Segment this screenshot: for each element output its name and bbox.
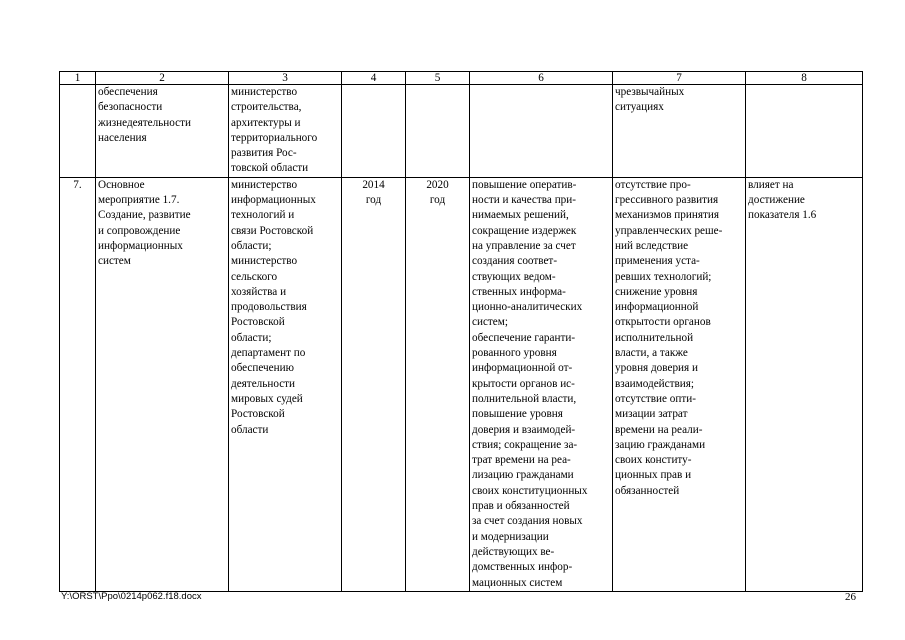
indicator-link-cell (746, 85, 863, 178)
cell-text-line: отсутствие опти- (615, 392, 696, 405)
row-number-cell (60, 177, 96, 591)
end-date-cell (406, 177, 470, 591)
cell-text-line: домственных инфор- (472, 561, 573, 574)
cell-text-line: области; (231, 331, 272, 344)
cell-text-line: достижение (748, 194, 805, 207)
cell-text-line: области (231, 423, 269, 436)
cell-text-line: прав и обязанностей (472, 500, 570, 513)
cell-text-line: своих конститу- (615, 454, 692, 467)
cell-text-line: ционно-аналитических (472, 301, 583, 314)
cell-text-line: министерство (231, 86, 298, 98)
cell-text-line: архитектуры и (231, 116, 301, 129)
executor-cell (229, 177, 342, 591)
cell-text-line: деятельности (231, 377, 296, 390)
cell-text-line: уровня доверия и (615, 362, 698, 375)
measure-name-cell (96, 177, 229, 591)
cell-text-line: связи Ростовской (231, 224, 314, 237)
cell-text-line: нимаемых решений, (472, 209, 569, 222)
cell-text-line: 7. (73, 178, 82, 191)
cell-text-line: год (365, 194, 382, 207)
cell-text-line: безопасности (98, 101, 163, 114)
cell-text-line: повышение уровня (472, 408, 563, 421)
cell-text-line: исполнительной (615, 331, 694, 344)
column-number: 7 (613, 72, 746, 85)
cell-text-line: полнительной власти, (472, 392, 577, 405)
cell-text-line: технологий и (231, 209, 295, 222)
cell-text-line: ности и качества при- (472, 194, 576, 207)
column-number: 6 (470, 72, 613, 85)
cell-text-line: действующих ве- (472, 545, 555, 558)
cell-text-line: министерство (231, 255, 298, 268)
cell-text-line: продовольствия (231, 301, 307, 314)
cell-text-line: снижение уровня (615, 285, 698, 298)
cell-text-line: управленческих реше- (615, 224, 723, 237)
start-date-cell (342, 85, 406, 178)
cell-text-line: ственных информа- (472, 285, 566, 298)
consequences-cell (613, 85, 746, 178)
cell-text-line: хозяйства и (231, 285, 287, 298)
column-number: 5 (406, 72, 470, 85)
cell-text-line: открытости органов (615, 316, 711, 329)
cell-text-line: ствующих ведом- (472, 270, 556, 283)
cell-text-line: товской области (231, 162, 309, 175)
cell-text-line: мизации затрат (615, 408, 688, 421)
table-row (60, 85, 863, 178)
cell-text-line: жизнедеятельности (98, 116, 191, 129)
cell-text-line: и модернизации (472, 530, 549, 543)
cell-text-line: ствия; сокращение за- (472, 438, 578, 451)
cell-text-line: повышение оператив- (472, 178, 577, 191)
cell-text-line: информационных (231, 194, 316, 207)
expected-result-cell (470, 85, 613, 178)
cell-text-line: крытости органов ис- (472, 377, 575, 390)
cell-text-line: обеспечение гаранти- (472, 331, 576, 344)
end-date-cell (406, 85, 470, 178)
cell-text-line: сельского (231, 270, 278, 283)
cell-text-line: Создание, развитие (98, 209, 191, 222)
cell-text-line: взаимодействия; (615, 377, 695, 390)
file-path: Y:\ORST\Ppo\0214p062.f18.docx (61, 591, 202, 602)
cell-text-line: влияет на (748, 178, 794, 191)
cell-text-line: населения (98, 131, 147, 144)
cell-text-line: чрезвычайных (615, 86, 685, 98)
cell-text-line: систем; (472, 316, 508, 329)
cell-text-line: Ростовской (231, 316, 285, 329)
cell-text-line: показателя 1.6 (748, 209, 817, 222)
cell-text-line: строительства, (231, 101, 302, 114)
consequences-cell (613, 177, 746, 591)
cell-text-line: ний вследствие (615, 239, 689, 252)
page-number: 26 (845, 591, 856, 603)
cell-text-line: создания соответ- (472, 255, 558, 268)
cell-text-line: механизмов принятия (615, 209, 720, 222)
cell-text-line: сокращение издержек (472, 224, 577, 237)
cell-text-line: мационных систем (472, 576, 563, 589)
cell-text-line: доверия и взаимодей- (472, 423, 576, 436)
cell-text-line: департамент по (231, 347, 306, 360)
table-row (60, 177, 863, 591)
cell-text-line: министерство (231, 178, 298, 191)
cell-text-line: на управление за счет (472, 239, 576, 252)
cell-text-line: отсутствие про- (615, 178, 691, 191)
cell-text-line: времени на реали- (615, 423, 703, 436)
column-number: 3 (229, 72, 342, 85)
cell-text-line: мероприятие 1.7. (98, 194, 180, 207)
cell-text-line: год (429, 194, 446, 207)
cell-text-line: Ростовской (231, 408, 285, 421)
cell-text-line: ревших технологий; (615, 270, 712, 283)
cell-text-line: зацию гражданами (615, 438, 706, 451)
cell-text-line: обеспечению (231, 362, 294, 375)
cell-text-line: рованного уровня (472, 347, 557, 360)
cell-text-line: развития Рос- (231, 147, 297, 160)
measure-name-cell (96, 85, 229, 178)
cell-text-line: 2014 (362, 178, 385, 191)
cell-text-line: ционных прав и (615, 469, 692, 482)
cell-text-line: лизацию гражданами (472, 469, 574, 482)
expected-result-cell (470, 177, 613, 591)
measures-table (59, 71, 863, 592)
cell-text-line: 2020 (426, 178, 449, 191)
row-number-cell (60, 85, 96, 178)
cell-text-line: области; (231, 239, 272, 252)
cell-text-line: власти, а также (615, 347, 688, 360)
cell-text-line: обязанностей (615, 484, 680, 497)
cell-text-line: мировых судей (231, 392, 303, 405)
cell-text-line: систем (98, 255, 131, 268)
column-number: 1 (60, 72, 96, 85)
cell-text-line: применения уста- (615, 255, 700, 268)
cell-text-line: обеспечения (98, 86, 158, 98)
cell-text-line: информационных (98, 239, 183, 252)
column-number: 4 (342, 72, 406, 85)
column-number-row (60, 72, 863, 85)
column-number: 8 (746, 72, 863, 85)
cell-text-line: за счет создания новых (472, 515, 583, 528)
cell-text-line: трат времени на реа- (472, 454, 571, 467)
cell-text-line: и сопровождение (98, 224, 181, 237)
start-date-cell (342, 177, 406, 591)
cell-text-line: ситуациях (615, 101, 664, 114)
cell-text-line: своих конституционных (472, 484, 588, 497)
column-number: 2 (96, 72, 229, 85)
cell-text-line: информационной (615, 301, 699, 314)
cell-text-line: Основное (98, 178, 145, 191)
cell-text-line: грессивного развития (615, 194, 719, 207)
cell-text-line: территориального (231, 131, 318, 144)
executor-cell (229, 85, 342, 178)
cell-text-line: информационной от- (472, 362, 573, 375)
indicator-link-cell (746, 177, 863, 591)
